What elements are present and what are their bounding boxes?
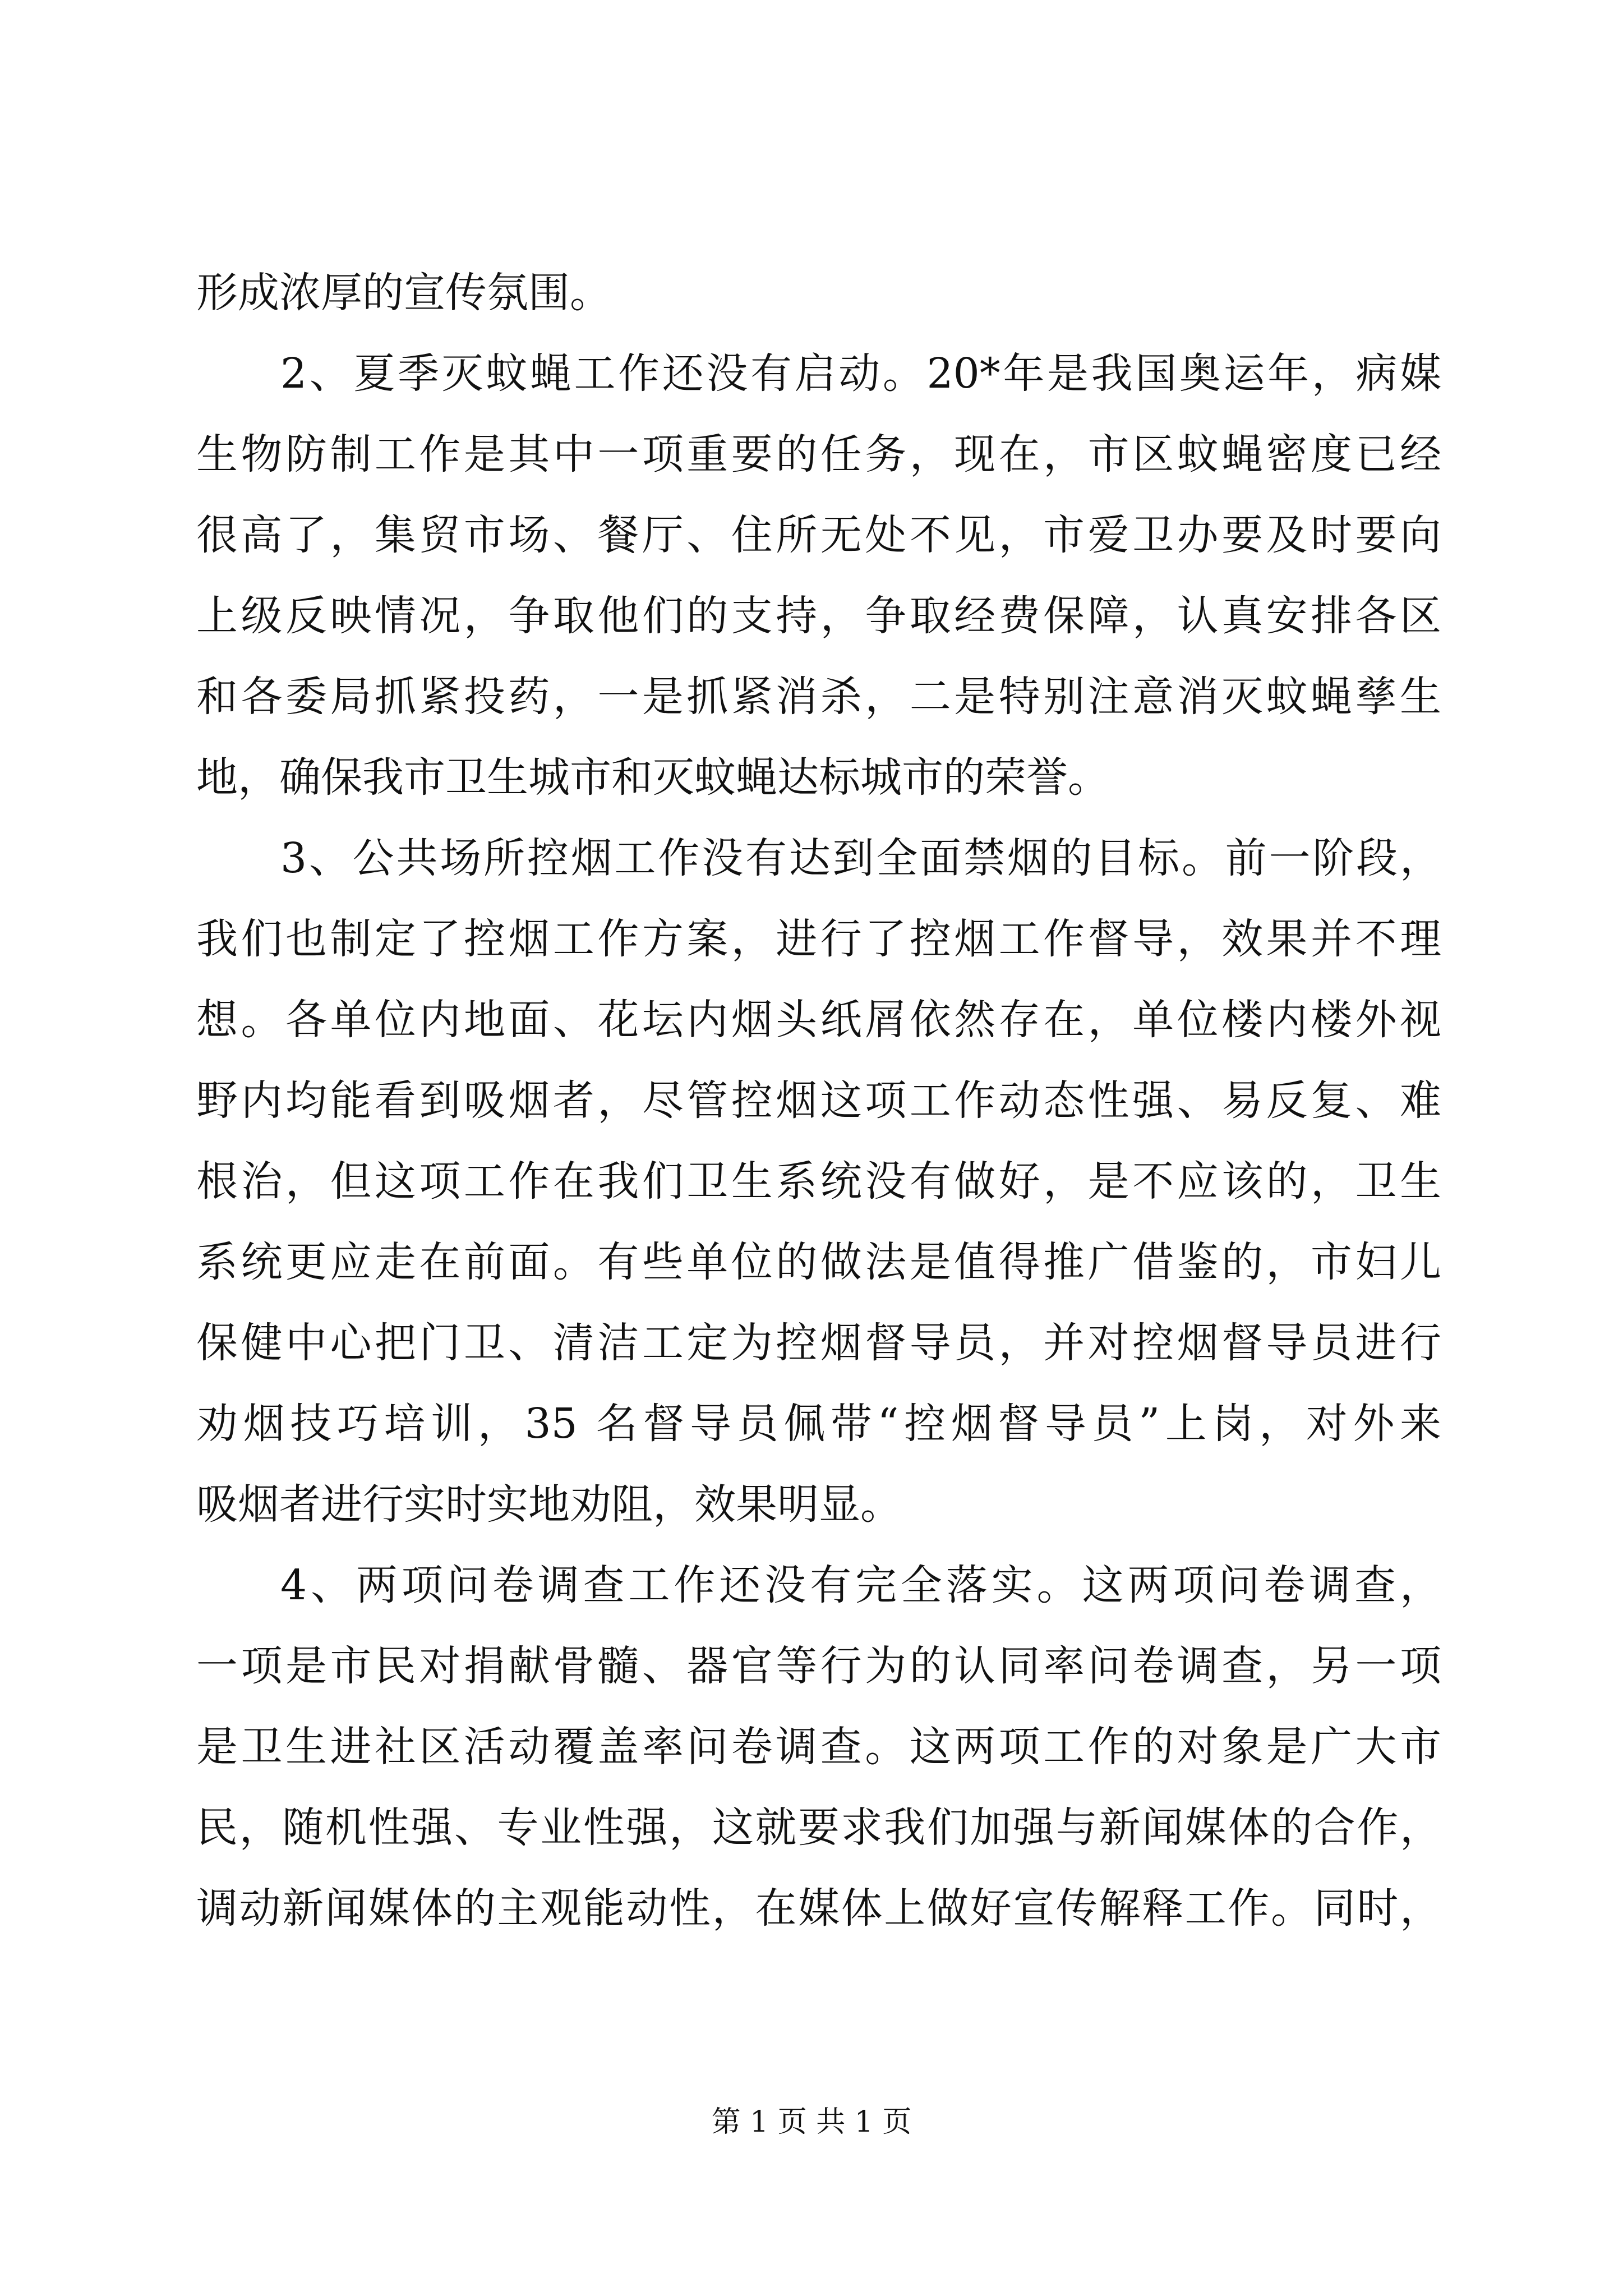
text-line: 2、夏季灭蚊蝇工作还没有启动。20*年是我国奥运年，病媒 (280, 349, 1441, 398)
page-footer (0, 2102, 1623, 2142)
page-number-label: 第 1 页 共 1 页 (711, 2105, 912, 2139)
text-line: 一项是市民对捐献骨髓、器官等行为的认同率问卷调查，另一项 (196, 1642, 1441, 1690)
text-line: 是卫生进社区活动覆盖率问卷调查。这两项工作的对象是广大市 (196, 1723, 1441, 1771)
text-line: 劝烟技巧培训，35 名督导员佩带“控烟督导员”上岗，对外来 (196, 1400, 1441, 1448)
text-line: 系统更应走在前面。有些单位的做法是值得推广借鉴的，市妇儿 (196, 1238, 1441, 1286)
text-line: 和各委局抓紧投药，一是抓紧消杀，二是特别注意消灭蚊蝇孳生 (196, 673, 1441, 721)
text-line: 调动新闻媒体的主观能动性，在媒体上做好宣传解释工作。同时， (196, 1884, 1441, 1932)
text-line: 4、两项问卷调查工作还没有完全落实。这两项问卷调查， (280, 1561, 1441, 1609)
text-line: 根治，但这项工作在我们卫生系统没有做好，是不应该的，卫生 (196, 1157, 1441, 1205)
text-line: 想。各单位内地面、花坛内烟头纸屑依然存在，单位楼内楼外视 (196, 996, 1441, 1044)
text-line: 民，随机性强、专业性强，这就要求我们加强与新闻媒体的合作， (196, 1803, 1441, 1852)
text-line: 地，确保我市卫生城市和灭蚊蝇达标城市的荣誉。 (196, 753, 1109, 802)
text-line: 形成浓厚的宣传氛围。 (196, 269, 611, 317)
text-line: 保健中心把门卫、清洁工定为控烟督导员，并对控烟督导员进行 (196, 1319, 1441, 1367)
text-line: 3、公共场所控烟工作没有达到全面禁烟的目标。前一阶段， (280, 834, 1441, 882)
document-body (196, 252, 1441, 1949)
text-line: 很高了，集贸市场、餐厅、住所无处不见，市爱卫办要及时要向 (196, 511, 1441, 559)
text-line: 吸烟者进行实时实地劝阻，效果明显。 (196, 1480, 902, 1529)
text-line: 生物防制工作是其中一项重要的任务，现在，市区蚊蝇密度已经 (196, 430, 1441, 478)
text-line: 我们也制定了控烟工作方案，进行了控烟工作督导，效果并不理 (196, 915, 1441, 963)
text-line: 野内均能看到吸烟者，尽管控烟这项工作动态性强、易反复、难 (196, 1076, 1441, 1125)
text-line: 上级反映情况，争取他们的支持，争取经费保障，认真安排各区 (196, 592, 1441, 640)
